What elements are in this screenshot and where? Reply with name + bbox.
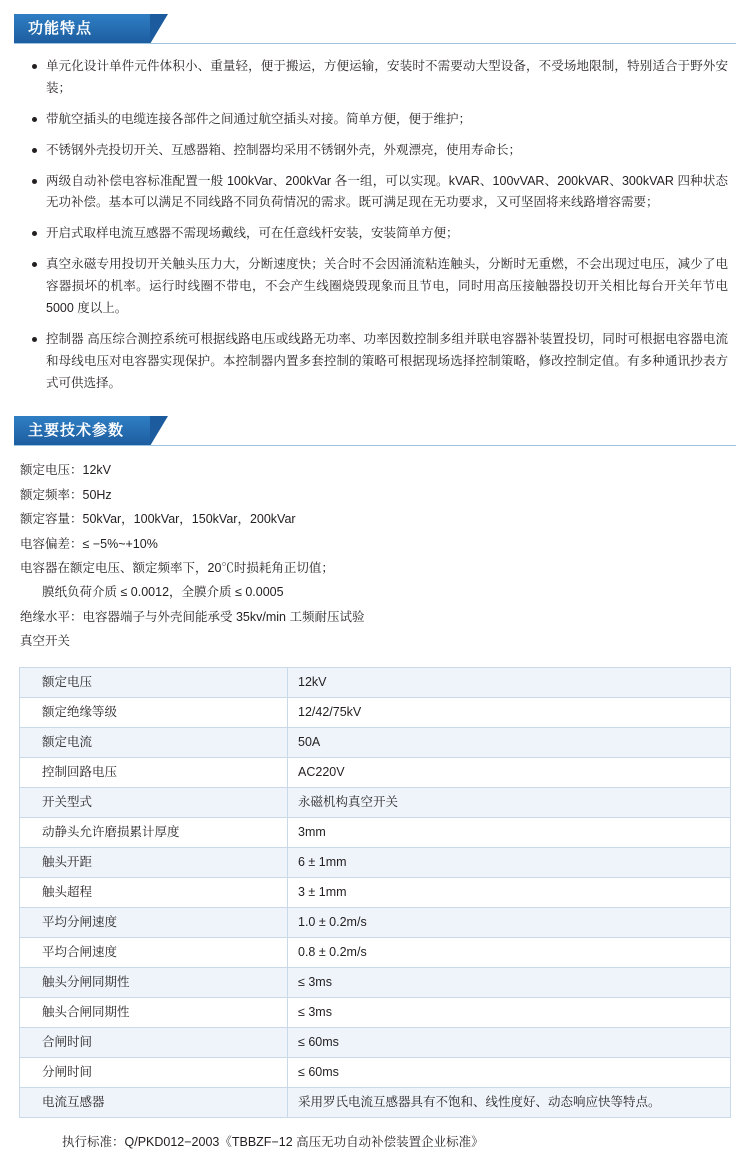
table-cell-value: 采用罗氏电流互感器具有不饱和、线性度好、动态响应快等特点。 <box>288 1088 731 1118</box>
table-row <box>20 998 731 1028</box>
table-cell-value: ≤ 3ms <box>288 998 731 1028</box>
table-row <box>20 668 731 698</box>
table-cell-key: 触头开距 <box>20 848 288 878</box>
table-row <box>20 968 731 998</box>
spec-line: 额定容量：50kVar，100kVar，150kVar，200kVar <box>20 512 296 527</box>
spec-line: 绝缘水平：电容器端子与外壳间能承受 35kv/min 工频耐压试验 <box>20 609 365 624</box>
table-cell-key: 平均合闸速度 <box>20 938 288 968</box>
spec-line: 额定电压：12kV <box>20 463 111 478</box>
list-item: 带航空插头的电缆连接各部件之间通过航空插头对接。简单方便，便于维护； <box>32 109 728 131</box>
specification-table <box>19 667 731 1118</box>
table-row <box>20 878 731 908</box>
table-cell-value: 3 ± 1mm <box>288 878 731 908</box>
table-cell-key: 控制回路电压 <box>20 758 288 788</box>
feature-list <box>14 56 736 394</box>
table-row <box>20 818 731 848</box>
spec-line: 膜纸负荷介质 ≤ 0.0012，全膜介质 ≤ 0.0005 <box>42 585 284 600</box>
section-header-features <box>14 14 736 44</box>
execution-standard-footnote: 执行标准：Q/PKD012−2003《TBBZF−12 高压无功自动补偿装置企业标准》 <box>62 1135 484 1150</box>
table-cell-key: 开关型式 <box>20 788 288 818</box>
spec-line: 额定频率：50Hz <box>20 487 112 502</box>
section-title-specs: 主要技术参数 <box>28 422 125 440</box>
table-row <box>20 698 731 728</box>
list-item: 控制器 高压综合测控系统可根据线路电压或线路无功率、功率因数控制多组并联电容器补装置投切，同时可根据电容器电流和母线电压对电容器实现保护。本控制器内置多套控制的策略可根据现场选择控制策略，修改控制定值。有多种通讯抄表方式可供选择。 <box>32 329 728 395</box>
section-header-specs <box>14 416 736 446</box>
document-page <box>0 14 750 1162</box>
table-cell-value: 6 ± 1mm <box>288 848 731 878</box>
table-cell-value: ≤ 60ms <box>288 1028 731 1058</box>
table-cell-key: 平均分闸速度 <box>20 908 288 938</box>
table-row <box>20 908 731 938</box>
list-item: 开启式取样电流互感器不需现场戴线，可在任意线杆安装，安装简单方便； <box>32 223 728 245</box>
table-cell-value: ≤ 60ms <box>288 1058 731 1088</box>
table-cell-value: 0.8 ± 0.2m/s <box>288 938 731 968</box>
list-item: 不锈钢外壳投切开关、互感器箱、控制器均采用不锈钢外壳，外观漂亮，使用寿命长； <box>32 140 728 162</box>
table-cell-value: 1.0 ± 0.2m/s <box>288 908 731 938</box>
table-cell-value: 3mm <box>288 818 731 848</box>
table-row <box>20 1058 731 1088</box>
table-cell-key: 合闸时间 <box>20 1028 288 1058</box>
section-header-bar-tail <box>150 416 168 446</box>
list-item: 两级自动补偿电容标准配置一般 100kVar、200kVar 各一组，可以实现。kVAR、100vVAR、200kVAR、300kVAR 四种状态无功补偿。基本可以满足不同线路不同负荷情况的需求。既可满足现在无功要求，又可坚固将来线路增容需要； <box>32 171 728 215</box>
table-cell-key: 触头分闸同期性 <box>20 968 288 998</box>
section-header-rule <box>14 43 736 44</box>
table-row <box>20 788 731 818</box>
table-cell-value: 永磁机构真空开关 <box>288 788 731 818</box>
list-item: 真空永磁专用投切开关触头压力大，分断速度快；关合时不会因涌流粘连触头，分断时无重燃，不会出现过电压，减少了电容器损坏的机率。运行时线圈不带电，不会产生线圈烧毁现象而且节电，同时用高压接触器投切开关相比每台开关年节电 5000 度以上。 <box>32 254 728 320</box>
spec-line: 电容器在额定电压、额定频率下，20℃时损耗角正切值； <box>20 560 334 575</box>
table-cell-value: 12kV <box>288 668 731 698</box>
spec-parameter-lines <box>14 458 736 653</box>
table-cell-value: AC220V <box>288 758 731 788</box>
table-row <box>20 758 731 788</box>
list-item: 单元化设计单件元件体积小、重量轻，便于搬运，方便运输，安装时不需要动大型设备，不受场地限制，特别适合于野外安装； <box>32 56 728 100</box>
table-row <box>20 1028 731 1058</box>
table-row <box>20 938 731 968</box>
section-header-bar-tail <box>150 14 168 44</box>
table-cell-key: 触头超程 <box>20 878 288 908</box>
table-cell-key: 电流互感器 <box>20 1088 288 1118</box>
spec-line: 电容偏差：≤ −5%~+10% <box>20 536 158 551</box>
table-cell-key: 动静头允许磨损累计厚度 <box>20 818 288 848</box>
table-cell-key: 额定电压 <box>20 668 288 698</box>
table-row <box>20 1088 731 1118</box>
table-cell-value: 12/42/75kV <box>288 698 731 728</box>
spec-line: 真空开关 <box>20 634 71 648</box>
section-title-features: 功能特点 <box>28 20 93 37</box>
table-cell-key: 触头合闸同期性 <box>20 998 288 1028</box>
table-cell-key: 额定绝缘等级 <box>20 698 288 728</box>
table-row <box>20 728 731 758</box>
table-row <box>20 848 731 878</box>
table-cell-key: 分闸时间 <box>20 1058 288 1088</box>
table-cell-value: ≤ 3ms <box>288 968 731 998</box>
table-cell-key: 额定电流 <box>20 728 288 758</box>
table-cell-value: 50A <box>288 728 731 758</box>
